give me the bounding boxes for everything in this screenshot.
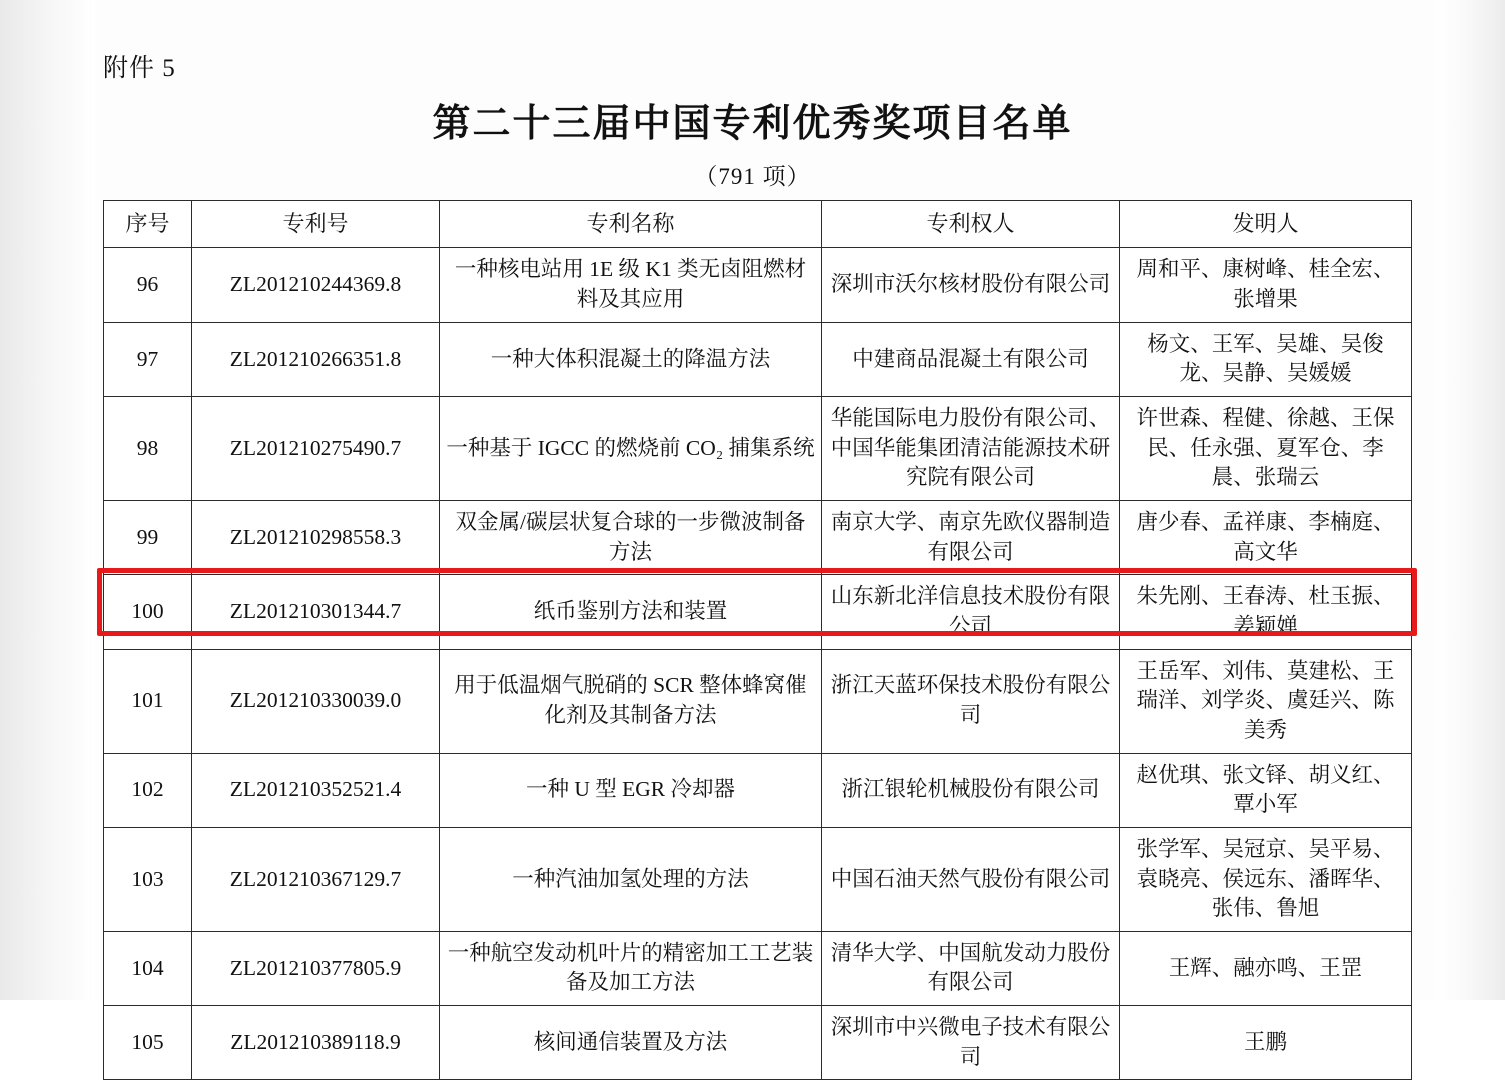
row-no: 104 [104, 931, 192, 1005]
row-patent-number: ZL201210389118.9 [192, 1006, 440, 1080]
row-no: 96 [104, 248, 192, 322]
row-no: 103 [104, 827, 192, 931]
row-no: 97 [104, 322, 192, 396]
column-header-patent-number: 专利号 [192, 201, 440, 248]
row-patent-number: ZL201210377805.9 [192, 931, 440, 1005]
row-owner: 深圳市沃尔核材股份有限公司 [822, 248, 1120, 322]
row-patent-number: ZL201210352521.4 [192, 753, 440, 827]
row-no: 98 [104, 396, 192, 500]
row-patent-number: ZL201210301344.7 [192, 575, 440, 649]
row-inventors: 杨文、王军、吴雄、吴俊龙、吴静、吴媛媛 [1120, 322, 1412, 396]
row-patent-name: 用于低温烟气脱硝的 SCR 整体蜂窝催化剂及其制备方法 [440, 649, 822, 753]
row-inventors: 赵优琪、张文铎、胡义红、覃小军 [1120, 753, 1412, 827]
row-owner: 浙江天蓝环保技术股份有限公司 [822, 649, 1120, 753]
row-no: 102 [104, 753, 192, 827]
row-patent-name: 一种核电站用 1E 级 K1 类无卤阻燃材料及其应用 [440, 248, 822, 322]
row-owner: 中国石油天然气股份有限公司 [822, 827, 1120, 931]
row-owner: 南京大学、南京先欧仪器制造有限公司 [822, 500, 1120, 574]
column-header-inventors: 发明人 [1120, 201, 1412, 248]
row-patent-name: 核间通信装置及方法 [440, 1006, 822, 1080]
row-owner: 华能国际电力股份有限公司、中国华能集团清洁能源技术研究院有限公司 [822, 396, 1120, 500]
row-patent-name: 一种汽油加氢处理的方法 [440, 827, 822, 931]
row-inventors: 周和平、康树峰、桂全宏、张增果 [1120, 248, 1412, 322]
table-row [104, 931, 1412, 1005]
table-row [104, 248, 1412, 322]
row-patent-name: 一种基于 IGCC 的燃烧前 CO₂ 捕集系统 [440, 396, 822, 500]
table-row [104, 649, 1412, 753]
row-patent-number: ZL201210266351.8 [192, 322, 440, 396]
row-patent-name: 双金属/碳层状复合球的一步微波制备方法 [440, 500, 822, 574]
row-patent-number: ZL201210298558.3 [192, 500, 440, 574]
row-owner: 山东新北洋信息技术股份有限公司 [822, 575, 1120, 649]
row-inventors: 张学军、吴冠京、吴平易、袁晓亮、侯远东、潘晖华、张伟、鲁旭 [1120, 827, 1412, 931]
row-patent-name: 一种大体积混凝土的降温方法 [440, 322, 822, 396]
patent-list-table [103, 200, 1412, 1080]
row-patent-name: 一种航空发动机叶片的精密加工工艺装备及加工方法 [440, 931, 822, 1005]
row-inventors: 唐少春、孟祥康、李楠庭、高文华 [1120, 500, 1412, 574]
row-owner: 中建商品混凝土有限公司 [822, 322, 1120, 396]
page-subtitle: （791 项） [694, 164, 811, 189]
column-header-owner: 专利权人 [822, 201, 1120, 248]
row-no: 101 [104, 649, 192, 753]
table-row [104, 827, 1412, 931]
table-row [104, 396, 1412, 500]
row-patent-number: ZL201210367129.7 [192, 827, 440, 931]
row-patent-number: ZL201210244369.8 [192, 248, 440, 322]
row-patent-number: ZL201210330039.0 [192, 649, 440, 753]
row-no: 99 [104, 500, 192, 574]
page-title: 第二十三届中国专利优秀奖项目名单 [432, 100, 1073, 145]
row-no: 100 [104, 575, 192, 649]
row-inventors: 王鹏 [1120, 1006, 1412, 1080]
row-inventors: 朱先刚、王春涛、杜玉振、姜颖婵 [1120, 575, 1412, 649]
row-owner: 浙江银轮机械股份有限公司 [822, 753, 1120, 827]
row-patent-name: 一种 U 型 EGR 冷却器 [440, 753, 822, 827]
row-patent-name: 纸币鉴别方法和装置 [440, 575, 822, 649]
row-inventors: 王岳军、刘伟、莫建松、王瑞洋、刘学炎、虞廷兴、陈美秀 [1120, 649, 1412, 753]
row-owner: 深圳市中兴微电子技术有限公司 [822, 1006, 1120, 1080]
table-row [104, 500, 1412, 574]
row-no: 105 [104, 1006, 192, 1080]
row-inventors: 王辉、融亦鸣、王罡 [1120, 931, 1412, 1005]
row-owner: 清华大学、中国航发动力股份有限公司 [822, 931, 1120, 1005]
column-header-no: 序号 [104, 201, 192, 248]
table-row [104, 753, 1412, 827]
table-row [104, 322, 1412, 396]
column-header-patent-name: 专利名称 [440, 201, 822, 248]
table-row [104, 575, 1412, 649]
table-header-row [104, 201, 1412, 248]
row-inventors: 许世森、程健、徐越、王保民、任永强、夏军仓、李晨、张瑞云 [1120, 396, 1412, 500]
attachment-label: 附件 5 [103, 55, 176, 82]
table-row [104, 1006, 1412, 1080]
row-patent-number: ZL201210275490.7 [192, 396, 440, 500]
